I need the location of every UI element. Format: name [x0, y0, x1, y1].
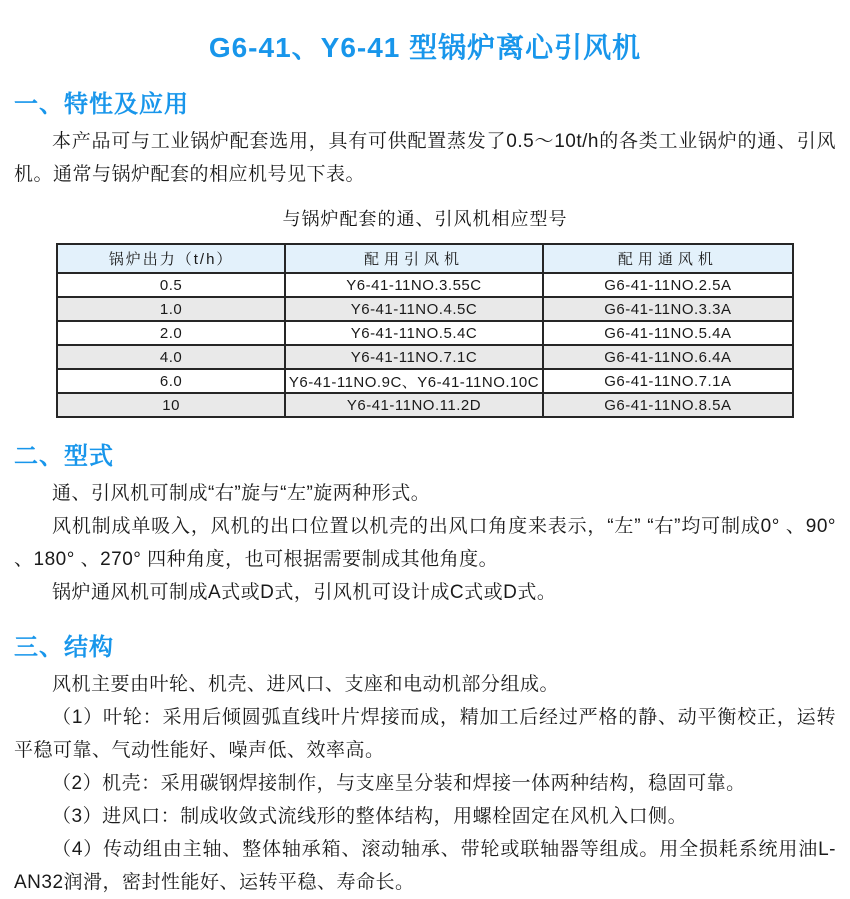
- cell-boiler-output: 10: [57, 393, 285, 417]
- structure-item-casing: （2）机壳：采用碳钢焊接制作，与支座呈分装和焊接一体两种结构，稳固可靠。: [52, 773, 746, 794]
- type-paragraph-rotation: 通、引风机可制成“右”旋与“左”旋两种形式。: [52, 483, 431, 504]
- column-header-induced-draft-fan: 配用引风机: [285, 244, 543, 273]
- structure-item-impeller: （1）叶轮：采用后倾圆弧直线叶片焊接而成，精加工后经过严格的静、动平衡校正，运转平稳可靠、气动性能好、噪声低、效率高。: [14, 707, 836, 761]
- cell-induced-fan-model: Y6-41-11NO.3.55C: [285, 273, 543, 297]
- cell-forced-fan-model: G6-41-11NO.6.4A: [543, 345, 793, 369]
- structure-item-drive-group: （4）传动组由主轴、整体轴承箱、滚动轴承、带轮或联轴器等组成。用全损耗系统用油L-AN32润滑，密封性能好、运转平稳、寿命长。: [14, 839, 836, 893]
- cell-induced-fan-model: Y6-41-11NO.7.1C: [285, 345, 543, 369]
- cell-boiler-output: 6.0: [57, 369, 285, 393]
- cell-induced-fan-model: Y6-41-11NO.9C、Y6-41-11NO.10C: [285, 369, 543, 393]
- cell-forced-fan-model: G6-41-11NO.7.1A: [543, 369, 793, 393]
- section-heading-structure: 三、结构: [14, 634, 114, 661]
- cell-induced-fan-model: Y6-41-11NO.11.2D: [285, 393, 543, 417]
- table-header-row: [57, 244, 793, 273]
- table-row: [57, 369, 793, 393]
- cell-forced-fan-model: G6-41-11NO.2.5A: [543, 273, 793, 297]
- cell-forced-fan-model: G6-41-11NO.8.5A: [543, 393, 793, 417]
- column-header-boiler-output: 锅炉出力（t/h）: [57, 244, 285, 273]
- table-row: [57, 273, 793, 297]
- table-row: [57, 321, 793, 345]
- cell-induced-fan-model: Y6-41-11NO.4.5C: [285, 297, 543, 321]
- cell-boiler-output: 2.0: [57, 321, 285, 345]
- cell-boiler-output: 0.5: [57, 273, 285, 297]
- table-row: [57, 393, 793, 417]
- cell-forced-fan-model: G6-41-11NO.3.3A: [543, 297, 793, 321]
- structure-paragraph-overview: 风机主要由叶轮、机壳、进风口、支座和电动机部分组成。: [52, 674, 560, 695]
- intro-paragraph: 本产品可与工业锅炉配套选用，具有可供配置蒸发了0.5～10t/h的各类工业锅炉的通、引风机。通常与锅炉配套的相应机号见下表。: [14, 131, 836, 185]
- cell-boiler-output: 4.0: [57, 345, 285, 369]
- fan-matching-table: [56, 243, 794, 418]
- table-row: [57, 345, 793, 369]
- section-heading-type: 二、型式: [14, 443, 114, 470]
- cell-forced-fan-model: G6-41-11NO.5.4A: [543, 321, 793, 345]
- structure-item-inlet: （3）进风口：制成收敛式流线形的整体结构，用螺栓固定在风机入口侧。: [52, 806, 688, 827]
- type-paragraph-outlet-angles: 风机制成单吸入，风机的出口位置以机壳的出风口角度来表示，“左” “右”均可制成0° 、90° 、180° 、270° 四种角度，也可根据需要制成其他角度。: [14, 516, 836, 570]
- column-header-forced-draft-fan: 配用通风机: [543, 244, 793, 273]
- table-row: [57, 297, 793, 321]
- type-paragraph-drive-types: 锅炉通风机可制成A式或D式，引风机可设计成C式或D式。: [52, 582, 557, 603]
- cell-boiler-output: 1.0: [57, 297, 285, 321]
- section-heading-characteristics: 一、特性及应用: [14, 91, 189, 118]
- document-title: G6-41、Y6-41 型锅炉离心引风机: [208, 32, 642, 63]
- table-caption: 与锅炉配套的通、引风机相应型号: [282, 209, 568, 229]
- cell-induced-fan-model: Y6-41-11NO.5.4C: [285, 321, 543, 345]
